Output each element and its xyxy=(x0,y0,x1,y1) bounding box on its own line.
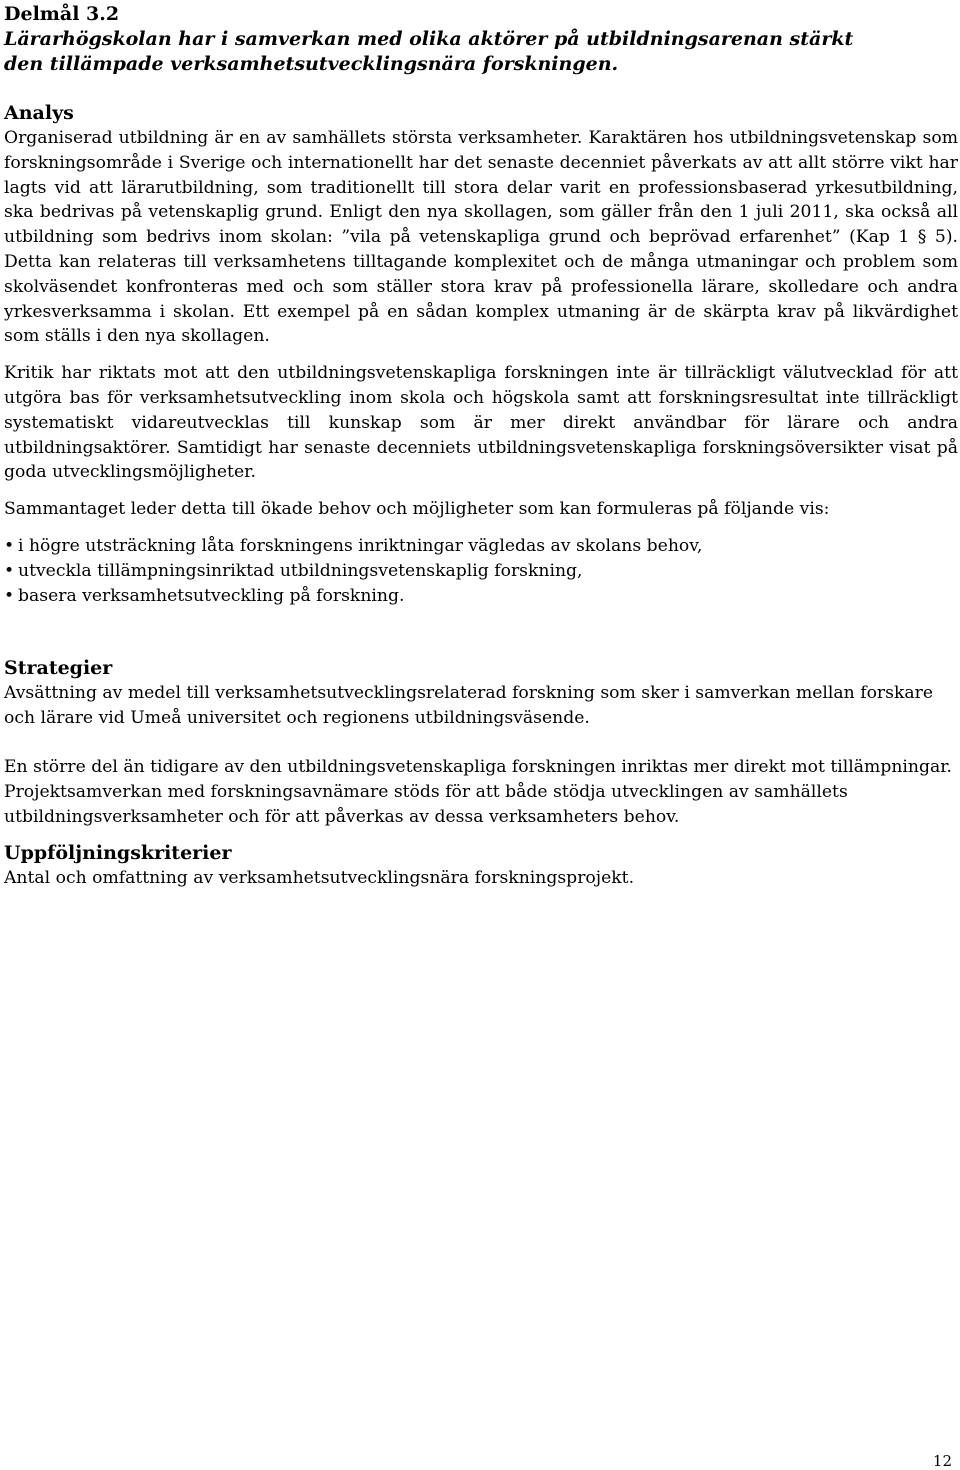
analys-heading: Analys xyxy=(4,102,74,124)
analys-paragraph-2: Kritik har riktats mot att den utbildningsvetenskapliga forskningen inte är tillräckligt välutvecklad för att utgöra bas för verksamhetsutveckling inom skola och högskola samt att forskningsresultat inte tillräckligt systematiskt vidareutvecklas till kunskap som är mer direkt användbar för lärare och andra utbildningsaktörer. Samtidigt har senaste decenniets utbildningsvetenskapliga forskningsöversikter visat på goda utvecklingsmöjligheter. xyxy=(4,363,958,483)
list-item-text: i högre utsträckning låta forskningens inriktningar vägledas av skolans behov, xyxy=(18,535,703,556)
spacer xyxy=(4,731,958,755)
strategier-heading: Strategier xyxy=(4,657,113,680)
bullet-icon: • xyxy=(4,560,15,581)
goal-subtitle-line1: Lärarhögskolan har i samverkan med olika aktörer på utbildningsarenan stärkt xyxy=(4,28,854,50)
list-item xyxy=(4,534,958,559)
spacer xyxy=(4,522,958,534)
page-number: 12 xyxy=(932,1452,952,1470)
spacer xyxy=(4,829,958,841)
needs-list xyxy=(4,534,958,608)
goal-subtitle-line2: den tillämpade verksamhetsutvecklingsnära forskningen. xyxy=(4,53,619,75)
spacer xyxy=(4,349,958,361)
document-page xyxy=(4,2,958,891)
list-item xyxy=(4,584,958,609)
strategier-paragraph-1: Avsättning av medel till verksamhetsutvecklingsrelaterad forskning som sker i samverkan mellan forskare och lärare vid Umeå universitet och regionens utbildningsväsende. xyxy=(4,683,933,729)
bullet-icon: • xyxy=(4,535,15,556)
uppfoljning-paragraph-1: Antal och omfattning av verksamhetsutvecklingsnära forskningsprojekt. xyxy=(4,868,635,889)
goal-heading: Delmål 3.2 xyxy=(4,3,120,25)
strategier-paragraph-2: En större del än tidigare av den utbildningsvetenskapliga forskningen inriktas mer direkt mot tillämpningar. Projektsamverkan med forskningsavnämare stöds för att både stödja utvecklingen av samhällets utbildningsverksamheter och för att påverkas av dessa verksamheters behov. xyxy=(4,756,953,827)
spacer xyxy=(4,608,958,656)
list-item-text: basera verksamhetsutveckling på forskning. xyxy=(18,585,405,606)
bullet-icon: • xyxy=(4,585,15,606)
list-item xyxy=(4,559,958,584)
spacer xyxy=(4,77,958,101)
analys-paragraph-3: Sammantaget leder detta till ökade behov och möjligheter som kan formuleras på följande vis: xyxy=(4,499,830,520)
spacer xyxy=(4,485,958,497)
list-item-text: utveckla tillämpningsinriktad utbildningsvetenskaplig forskning, xyxy=(18,560,583,581)
analys-paragraph-1: Organiserad utbildning är en av samhällets största verksamheter. Karaktären hos utbildningsvetenskap som forskningsområde i Sverige och internationellt har det senaste decenniet påverkats av att allt större vikt har lagts vid att lärarutbildning, som traditionellt till stora delar varit en professionsbaserad yrkesutbildning, ska bedrivas på vetenskaplig grund. Enligt den nya skollagen, som gäller från den 1 juli 2011, ska också all utbildning som bedrivs inom skolan: ”vila på vetenskapliga grund och beprövad erfarenhet” (Kap 1 § 5). Detta kan relateras till verksamhetens tilltagande komplexitet och de många utmaningar och problem som skolväsendet konfronteras med och som ställer stora krav på professionella lärare, skolledare och andra yrkesverksamma i skolan. Ett exempel på en sådan komplex utmaning är de skärpta krav på likvärdighet som ställs i den nya skollagen. xyxy=(4,128,958,347)
uppfoljning-heading: Uppföljningskriterier xyxy=(4,842,232,865)
